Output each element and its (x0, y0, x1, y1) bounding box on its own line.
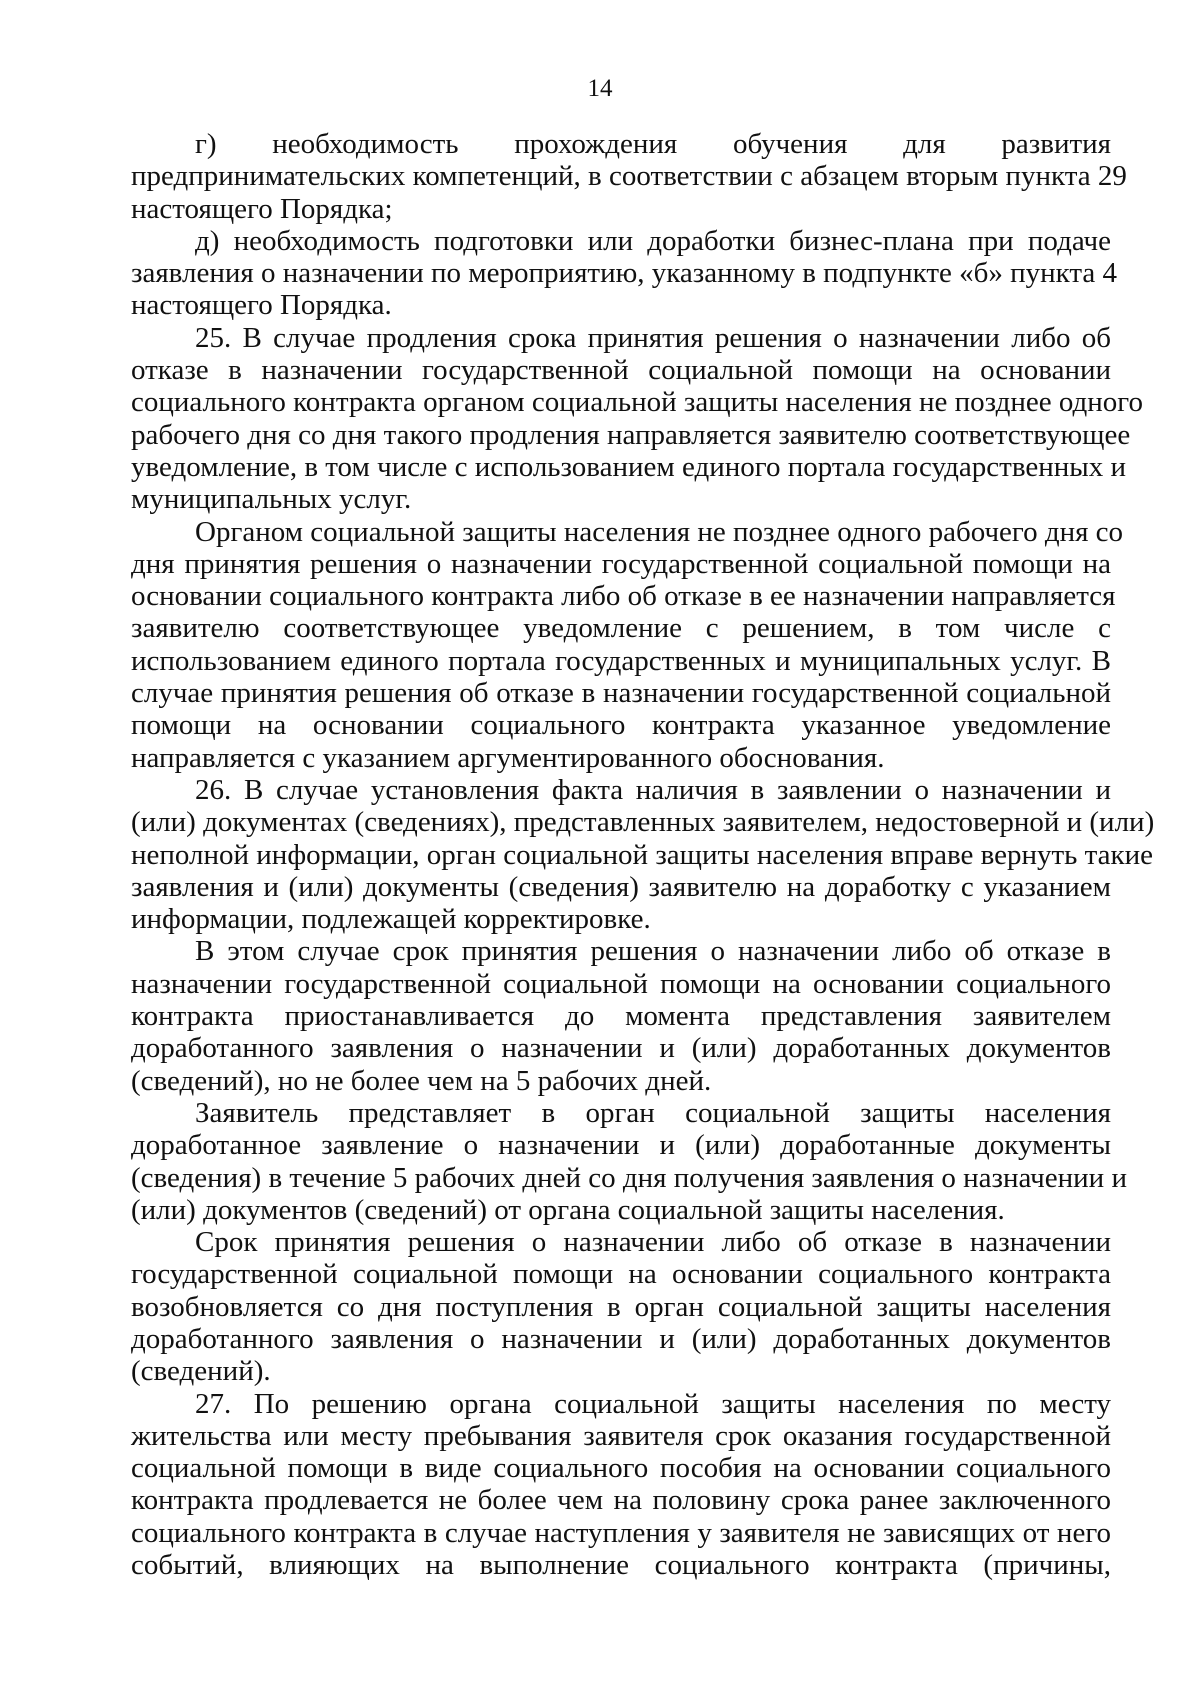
subitem-d-line-2: заявления о назначении по мероприятию, указанному в подпункте «б» пункта 4 (131, 257, 1118, 290)
clause-26-p3-line-3: (сведения) в течение 5 рабочих дней со дня получения заявления о назначении и (131, 1161, 1127, 1194)
clause-26-line-2: (или) документах (сведениях), представленных заявителем, недостоверной и (или) (131, 806, 1155, 839)
clause-26-p4-line-4: доработанного заявления о назначении и (или) доработанных документов (131, 1322, 1111, 1355)
subitem-g-line-1: г) необходимость прохождения обучения для развития (195, 128, 1111, 160)
clause-27-line-3: социальной помощи в виде социального пособия на основании социального (131, 1452, 1111, 1485)
clause-25-p2-line-6: случае принятия решения об отказе в назначении государственной социальной (131, 677, 1111, 710)
clause-27-line-5: социального контракта в случае наступления у заявителя не зависящих от него (131, 1516, 1111, 1549)
clause-27-line-1: 27. По решению органа социальной защиты населения по месту (195, 1387, 1111, 1420)
clause-26-line-3: неполной информации, орган социальной защиты населения вправе вернуть такие (131, 838, 1154, 871)
clause-25-line-4: рабочего дня со дня такого продления направляется заявителю соответствующее (131, 418, 1131, 451)
clause-25-line-6: муниципальных услуг. (131, 483, 412, 516)
page-number: 14 (587, 75, 613, 102)
clause-26-p3-line-4: (или) документов (сведений) от органа социальной защиты населения. (131, 1193, 1005, 1226)
clause-25-p2-line-2: дня принятия решения о назначении государственной социальной помощи на (131, 547, 1111, 580)
clause-26-p4-line-5: (сведений). (131, 1355, 271, 1388)
clause-26-p2-line-4: доработанного заявления о назначении и (или) доработанных документов (131, 1032, 1111, 1065)
subitem-g-line-3: настоящего Порядка; (131, 192, 393, 225)
clause-26-line-1: 26. В случае установления факта наличия в заявлении о назначении и (195, 773, 1111, 806)
clause-25-p2-line-7: помощи на основании социального контракта указанное уведомление (131, 709, 1111, 742)
clause-25-p2-line-3: основании социального контракта либо об отказе в ее назначении направляется (131, 580, 1116, 613)
clause-25-p2-line-8: направляется с указанием аргументированного обоснования. (131, 741, 885, 774)
subitem-d (131, 224, 1118, 322)
clause-26-p4-line-2: государственной социальной помощи на основании социального контракта (131, 1258, 1111, 1291)
clause-26-p4-line-1: Срок принятия решения о назначении либо об отказе в назначении (195, 1226, 1111, 1259)
clause-26-p4-line-3: возобновляется со дня поступления в орган социальной защиты населения (131, 1290, 1111, 1323)
clause-25-line-5: уведомление, в том числе с использованием единого портала государственных и (131, 450, 1127, 483)
clause-25-line-1: 25. В случае продления срока принятия решения о назначении либо об (195, 321, 1111, 354)
clause-27 (131, 1388, 1111, 1582)
clause-26-p2-line-1: В этом случае срок принятия решения о назначении либо об отказе в (195, 935, 1111, 968)
clause-25-paragraph-2 (131, 515, 1124, 774)
clause-26-line-5: информации, подлежащей корректировке. (131, 903, 651, 936)
clause-26-line-4: заявления и (или) документы (сведения) заявителю на доработку с указанием (131, 870, 1111, 903)
clause-26-p3-line-2: доработанное заявление о назначении и (или) доработанные документы (131, 1129, 1111, 1162)
subitem-d-line-3: настоящего Порядка. (131, 289, 392, 322)
clause-26-p2-line-5: (сведений), но не более чем на 5 рабочих дней. (131, 1064, 712, 1097)
clause-27-line-2: жительства или месту пребывания заявителя срок оказания государственной (131, 1419, 1111, 1452)
document-body (131, 128, 1155, 1582)
clause-25-line-3: социального контракта органом социальной защиты населения не позднее одного (131, 386, 1143, 419)
clause-26-paragraph-4 (131, 1226, 1111, 1387)
subitem-g (131, 128, 1127, 225)
clause-25-p2-line-1: Органом социальной защиты населения не позднее одного рабочего дня со (195, 515, 1124, 548)
clause-27-line-6: событий, влияющих на выполнение социального контракта (причины, (131, 1549, 1111, 1582)
clause-26-p2-line-3: контракта приостанавливается до момента представления заявителем (131, 1000, 1111, 1033)
clause-25-p2-line-5: использованием единого портала государственных и муниципальных услуг. В (131, 644, 1111, 677)
clause-26 (131, 773, 1155, 936)
clause-27-line-4: контракта продлевается не более чем на половину срока ранее заключенного (131, 1484, 1111, 1517)
clause-25 (131, 321, 1143, 516)
clause-26-p2-line-2: назначении государственной социальной помощи на основании социального (131, 967, 1111, 1000)
clause-26-paragraph-3 (131, 1096, 1127, 1226)
clause-25-line-2: отказе в назначении государственной социальной помощи на основании (131, 354, 1111, 387)
clause-26-paragraph-2 (131, 935, 1111, 1096)
clause-26-p3-line-1: Заявитель представляет в орган социальной защиты населения (195, 1096, 1111, 1129)
subitem-g-line-2: предпринимательских компетенций, в соответствии с абзацем вторым пункта 29 (131, 160, 1127, 193)
clause-25-p2-line-4: заявителю соответствующее уведомление с решением, в том числе с (131, 612, 1111, 645)
subitem-d-line-1: д) необходимость подготовки или доработки бизнес-плана при подаче (195, 224, 1111, 257)
